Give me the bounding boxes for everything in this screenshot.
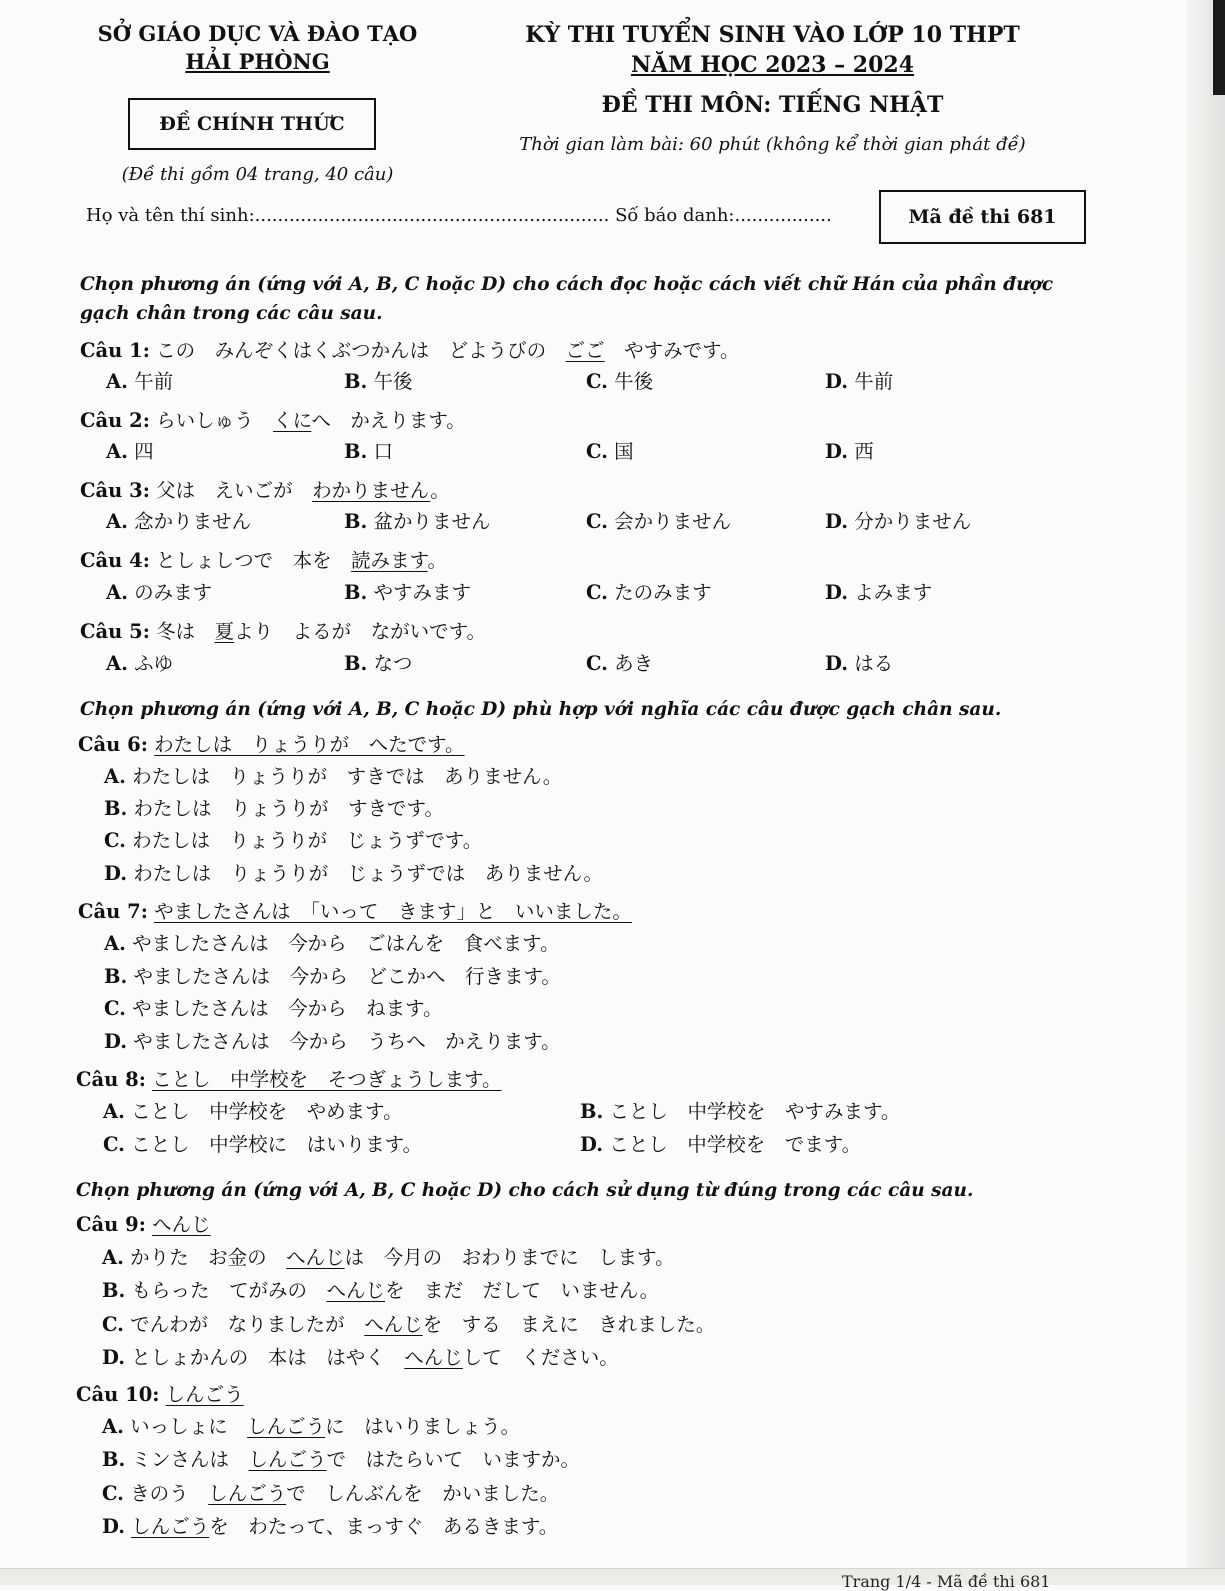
question-text: 。 bbox=[427, 549, 448, 572]
question-9 bbox=[76, 1210, 211, 1240]
option-letter: A. bbox=[106, 370, 128, 393]
option-text: やすみます bbox=[373, 581, 471, 604]
option-text: よみます bbox=[854, 581, 933, 604]
option-c bbox=[104, 994, 443, 1024]
underlined-word: しんごう bbox=[247, 1415, 326, 1438]
option-c bbox=[103, 1130, 422, 1160]
option-text: わたしは りょうりが じょうずです。 bbox=[132, 829, 483, 852]
option-text: かりた お金の bbox=[130, 1246, 287, 1269]
underlined-part: やましたさんは 「いって きます」と いいました。 bbox=[154, 900, 632, 923]
underlined-part: しんごう bbox=[165, 1383, 244, 1406]
option-letter: B. bbox=[102, 1279, 126, 1302]
option-c bbox=[586, 507, 731, 537]
option-c bbox=[586, 367, 653, 397]
page-footer: Trang 1/4 - Mã đề thi 681 bbox=[842, 1572, 1051, 1591]
option-a bbox=[106, 437, 154, 467]
option-text: はる bbox=[854, 652, 894, 675]
option-d bbox=[102, 1512, 558, 1542]
question-label: Câu 5: bbox=[80, 620, 150, 643]
option-text: で はたらいて いますか。 bbox=[326, 1448, 581, 1471]
option-letter: A. bbox=[103, 1100, 125, 1123]
option-text: 西 bbox=[854, 440, 874, 463]
option-a bbox=[104, 762, 562, 792]
option-letter: B. bbox=[344, 510, 368, 533]
option-text: いっしょに bbox=[130, 1415, 248, 1438]
option-b bbox=[104, 794, 444, 824]
option-letter: D. bbox=[102, 1515, 126, 1538]
option-text: 念かりません bbox=[134, 510, 252, 533]
option-text: 午前 bbox=[134, 370, 174, 393]
exam-title-block bbox=[500, 20, 1045, 80]
option-c bbox=[586, 649, 653, 679]
option-d bbox=[825, 437, 874, 467]
section-3-instruction: Chọn phương án (ứng với A, B, C hoặc D) cho cách sử dụng từ đúng trong các câu sau. bbox=[76, 1180, 974, 1201]
underlined-part: 夏 bbox=[214, 620, 235, 643]
option-b bbox=[344, 367, 413, 397]
option-text: あき bbox=[614, 652, 654, 675]
option-text: を まだ だして いません。 bbox=[385, 1279, 660, 1302]
option-a bbox=[106, 578, 212, 608]
question-text: 父は えいごが bbox=[149, 479, 313, 502]
underlined-word: へんじ bbox=[364, 1313, 423, 1336]
option-c bbox=[104, 826, 482, 856]
option-text: わたしは りょうりが すきです。 bbox=[133, 797, 444, 820]
scan-edge-dark bbox=[1213, 0, 1225, 95]
underlined-part: ごご bbox=[565, 339, 605, 362]
option-letter: C. bbox=[102, 1482, 124, 1505]
option-text: やましたさんは 今から うちへ かえります。 bbox=[133, 1030, 561, 1053]
option-b bbox=[344, 507, 491, 537]
question-label: Câu 9: bbox=[76, 1213, 146, 1236]
option-text: 会かりません bbox=[614, 510, 732, 533]
underlined-part: くに bbox=[273, 409, 312, 432]
option-letter: D. bbox=[825, 652, 849, 675]
option-b bbox=[104, 962, 561, 992]
option-d bbox=[825, 578, 932, 608]
option-a bbox=[106, 367, 173, 397]
question-label: Câu 8: bbox=[76, 1068, 146, 1091]
option-letter: C. bbox=[102, 1313, 124, 1336]
option-letter: C. bbox=[586, 440, 608, 463]
question-label: Câu 3: bbox=[80, 479, 150, 502]
option-text: 分かりません bbox=[854, 510, 972, 533]
option-d bbox=[104, 859, 603, 889]
question-text: 。 bbox=[430, 479, 450, 502]
option-text: きのう bbox=[130, 1482, 209, 1505]
underlined-part: わかりません bbox=[312, 479, 431, 502]
question-label: Câu 6: bbox=[78, 733, 148, 756]
question-6 bbox=[78, 730, 465, 760]
option-d bbox=[825, 367, 893, 397]
question-label: Câu 2: bbox=[80, 409, 150, 432]
option-b bbox=[344, 437, 393, 467]
option-d bbox=[825, 649, 893, 679]
exam-title-line-2: NĂM HỌC 2023 – 2024 bbox=[630, 52, 915, 78]
option-b bbox=[344, 649, 413, 679]
official-exam-box: ĐỀ CHÍNH THỨC bbox=[128, 98, 376, 150]
underlined-part: ことし 中学校を そつぎょうします。 bbox=[152, 1068, 502, 1091]
question-7 bbox=[78, 897, 632, 927]
option-a bbox=[102, 1412, 520, 1442]
option-text: ミンさんは bbox=[131, 1448, 249, 1471]
section-2-instruction: Chọn phương án (ứng với A, B, C hoặc D) phù hợp với nghĩa các câu được gạch chân sau. bbox=[80, 699, 1002, 720]
underlined-word: しんごう bbox=[248, 1448, 327, 1471]
option-letter: D. bbox=[825, 581, 849, 604]
question-4 bbox=[80, 546, 447, 576]
option-text: 牛前 bbox=[854, 370, 894, 393]
option-text: 午後 bbox=[373, 370, 413, 393]
underlined-word: へんじ bbox=[286, 1246, 345, 1269]
exam-code-box: Mã đề thi 681 bbox=[879, 190, 1086, 244]
question-2 bbox=[80, 406, 466, 436]
question-8 bbox=[76, 1065, 502, 1095]
option-text: やましたさんは 今から どこかへ 行きます。 bbox=[133, 965, 561, 988]
option-letter: A. bbox=[106, 440, 128, 463]
underlined-word: しんごう bbox=[131, 1515, 210, 1538]
option-letter: B. bbox=[344, 652, 368, 675]
underlined-word: へんじ bbox=[326, 1279, 386, 1302]
option-letter: D. bbox=[825, 440, 849, 463]
option-text: を わたって、まっすぐ あるきます。 bbox=[209, 1515, 559, 1538]
department-line-2: HẢI PHÒNG bbox=[185, 49, 330, 74]
option-letter: A. bbox=[106, 510, 128, 533]
option-letter: C. bbox=[104, 829, 126, 852]
option-letter: A. bbox=[106, 652, 128, 675]
option-letter: C. bbox=[586, 510, 608, 533]
question-text: やすみです。 bbox=[604, 339, 740, 362]
option-d bbox=[104, 1027, 561, 1057]
candidate-info-line: Họ và tên thí sinh:.............................................................. Số báo danh:................. bbox=[86, 205, 832, 226]
option-letter: B. bbox=[102, 1448, 126, 1471]
option-text: ふゆ bbox=[134, 652, 174, 675]
option-text: わたしは りょうりが じょうずでは ありません。 bbox=[133, 862, 603, 885]
underlined-word: へんじ bbox=[404, 1346, 463, 1369]
underlined-part: わたしは りょうりが へたです。 bbox=[154, 733, 465, 756]
option-text: 牛後 bbox=[614, 370, 654, 393]
option-letter: B. bbox=[104, 965, 128, 988]
option-a bbox=[104, 929, 560, 959]
option-letter: D. bbox=[580, 1133, 604, 1156]
option-text: なつ bbox=[373, 652, 413, 675]
option-letter: C. bbox=[586, 370, 608, 393]
pages-note: (Đề thi gồm 04 trang, 40 câu) bbox=[121, 164, 394, 185]
option-text: ことし 中学校を やめます。 bbox=[131, 1100, 403, 1123]
question-10 bbox=[76, 1380, 244, 1410]
option-letter: B. bbox=[104, 797, 128, 820]
option-b bbox=[344, 578, 471, 608]
question-text: 冬は bbox=[149, 620, 215, 643]
question-text: らいしゅう bbox=[149, 409, 274, 432]
option-text: を する まえに きれました。 bbox=[422, 1313, 716, 1336]
option-text: 盆かりません bbox=[373, 510, 491, 533]
option-letter: D. bbox=[104, 862, 128, 885]
option-a bbox=[106, 507, 251, 537]
question-1 bbox=[80, 336, 740, 366]
option-letter: A. bbox=[104, 765, 126, 788]
option-text: たのみます bbox=[614, 581, 712, 604]
option-text: 口 bbox=[373, 440, 393, 463]
option-text: 国 bbox=[614, 440, 634, 463]
underlined-part: 読みます bbox=[351, 549, 428, 572]
option-letter: D. bbox=[825, 510, 849, 533]
exam-subject: ĐỀ THI MÔN: TIẾNG NHẬT bbox=[601, 92, 944, 118]
option-a bbox=[106, 649, 173, 679]
question-5 bbox=[80, 617, 486, 647]
option-letter: B. bbox=[344, 581, 368, 604]
option-text: わたしは りょうりが すきでは ありません。 bbox=[132, 765, 563, 788]
option-d bbox=[825, 507, 971, 537]
option-text: もらった てがみの bbox=[131, 1279, 327, 1302]
department-line-1: SỞ GIÁO DỤC VÀ ĐÀO TẠO bbox=[97, 21, 418, 46]
question-label: Câu 4: bbox=[80, 549, 150, 572]
underlined-part: へんじ bbox=[152, 1213, 211, 1236]
option-text: ことし 中学校に はいります。 bbox=[131, 1133, 423, 1156]
option-c bbox=[102, 1479, 559, 1509]
option-letter: C. bbox=[103, 1133, 125, 1156]
option-d bbox=[580, 1130, 861, 1160]
question-3 bbox=[80, 476, 450, 506]
option-letter: A. bbox=[106, 581, 128, 604]
question-text: より よるが ながいです。 bbox=[234, 620, 487, 643]
option-a bbox=[102, 1243, 675, 1273]
option-letter: B. bbox=[344, 370, 368, 393]
option-letter: D. bbox=[825, 370, 849, 393]
question-label: Câu 7: bbox=[78, 900, 148, 923]
option-text: は 今月の おわりまでに します。 bbox=[344, 1246, 675, 1269]
exam-title-line-1: KỲ THI TUYỂN SINH VÀO LỚP 10 THPT bbox=[525, 22, 1020, 48]
option-text: 四 bbox=[134, 440, 154, 463]
option-c bbox=[586, 578, 712, 608]
option-letter: A. bbox=[102, 1415, 124, 1438]
option-text: ことし 中学校を やすみます。 bbox=[609, 1100, 901, 1123]
option-letter: C. bbox=[586, 581, 608, 604]
option-text: やましたさんは 今から ごはんを 食べます。 bbox=[132, 932, 560, 955]
option-letter: A. bbox=[102, 1246, 124, 1269]
option-text: でんわが なりましたが bbox=[130, 1313, 365, 1336]
option-c bbox=[102, 1310, 715, 1340]
option-text: で しんぶんを かいました。 bbox=[286, 1482, 560, 1505]
option-text: して ください。 bbox=[462, 1346, 619, 1369]
option-text: に はいりましょう。 bbox=[325, 1415, 521, 1438]
department-block bbox=[60, 20, 455, 76]
scan-edge-right bbox=[1187, 0, 1225, 1585]
exam-time: Thời gian làm bài: 60 phút (không kể thời gian phát đề) bbox=[519, 134, 1026, 155]
option-text: ことし 中学校を でます。 bbox=[609, 1133, 862, 1156]
option-letter: B. bbox=[344, 440, 368, 463]
option-letter: C. bbox=[586, 652, 608, 675]
option-c bbox=[586, 437, 634, 467]
option-b bbox=[102, 1445, 580, 1475]
option-d bbox=[102, 1343, 619, 1373]
option-b bbox=[580, 1097, 900, 1127]
option-letter: C. bbox=[104, 997, 126, 1020]
option-letter: A. bbox=[104, 932, 126, 955]
question-label: Câu 1: bbox=[80, 339, 150, 362]
option-a bbox=[103, 1097, 403, 1127]
underlined-word: しんごう bbox=[208, 1482, 287, 1505]
option-letter: D. bbox=[102, 1346, 126, 1369]
option-text: のみます bbox=[134, 581, 213, 604]
question-label: Câu 10: bbox=[76, 1383, 160, 1406]
option-letter: D. bbox=[104, 1030, 128, 1053]
question-text: この みんぞくはくぶつかんは どようびの bbox=[149, 339, 566, 362]
question-text: としょしつで 本を bbox=[149, 549, 352, 572]
section-1-instruction: Chọn phương án (ứng với A, B, C hoặc D) cho cách đọc hoặc cách viết chữ Hán của phần được gạch chân trong các câu sau. bbox=[80, 274, 1054, 324]
question-text: へ かえります。 bbox=[311, 409, 466, 432]
option-letter: B. bbox=[580, 1100, 604, 1123]
option-text: やましたさんは 今から ねます。 bbox=[132, 997, 443, 1020]
option-b bbox=[102, 1276, 659, 1306]
option-text: としょかんの 本は はやく bbox=[131, 1346, 405, 1369]
